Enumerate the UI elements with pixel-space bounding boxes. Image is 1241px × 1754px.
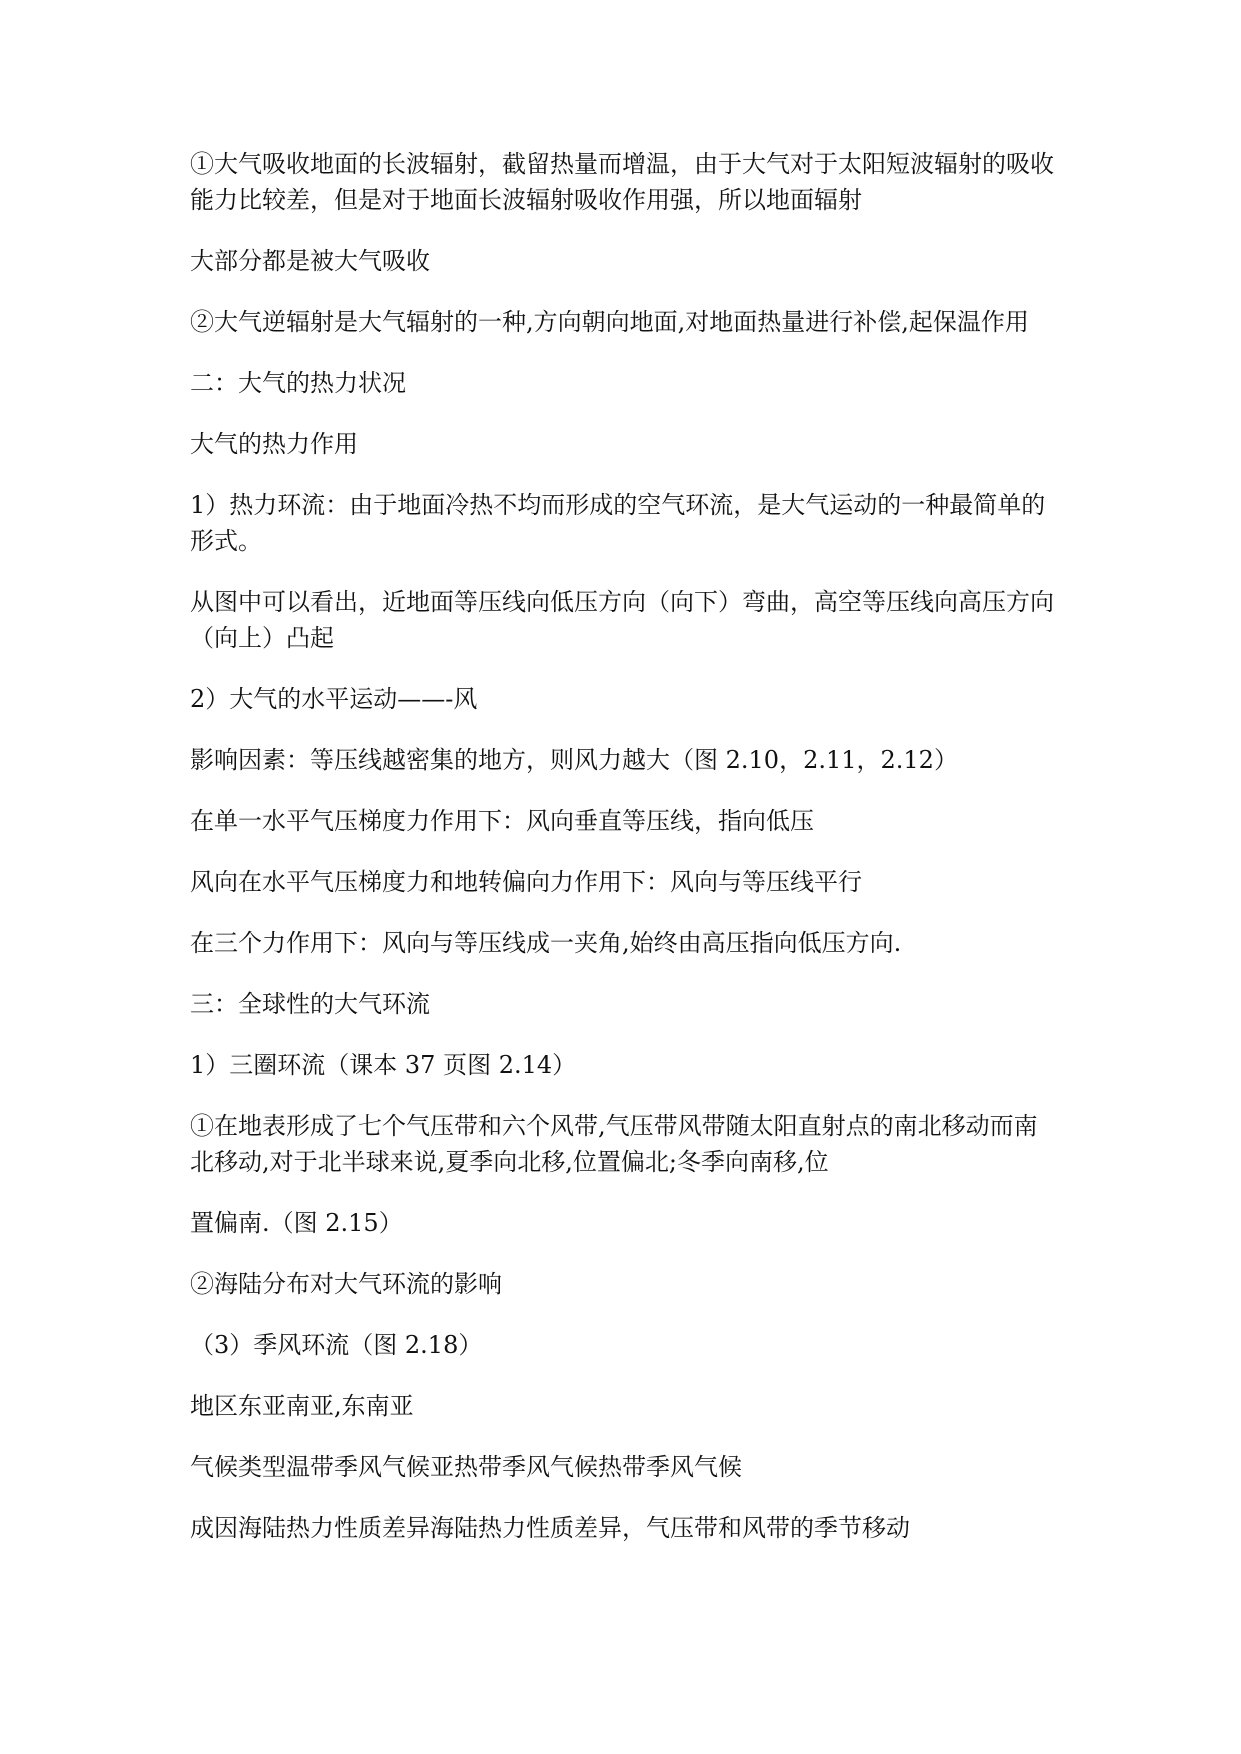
section-heading: 三：全球性的大气环流 bbox=[190, 990, 430, 1018]
section-heading: 二：大气的热力状况 bbox=[190, 369, 406, 397]
subsection-heading: 2）大气的水平运动——-风 bbox=[190, 685, 478, 713]
subsection-heading: （3）季风环流（图 2.18） bbox=[190, 1331, 483, 1359]
subsection-heading: 1）三圈环流（课本 37 页图 2.14） bbox=[190, 1051, 577, 1079]
paragraph: 影响因素：等压线越密集的地方，则风力越大（图 2.10，2.11，2.12） bbox=[190, 746, 958, 774]
paragraph: 风向在水平气压梯度力和地转偏向力作用下：风向与等压线平行 bbox=[190, 868, 862, 896]
paragraph: ②大气逆辐射是大气辐射的一种,方向朝向地面,对地面热量进行补偿,起保温作用 bbox=[190, 308, 1029, 336]
paragraph: 大部分都是被大气吸收 bbox=[190, 247, 430, 275]
paragraph: 1）热力环流：由于地面冷热不均而形成的空气环流，是大气运动的一种最简单的形式。 bbox=[190, 491, 1046, 555]
paragraph: 气候类型温带季风气候亚热带季风气候热带季风气候 bbox=[190, 1453, 742, 1481]
subsection-heading: 大气的热力作用 bbox=[190, 430, 358, 458]
paragraph: 在单一水平气压梯度力作用下：风向垂直等压线，指向低压 bbox=[190, 807, 814, 835]
paragraph: ①大气吸收地面的长波辐射，截留热量而增温，由于大气对于太阳短波辐射的吸收能力比较差，但是对于地面长波辐射吸收作用强，所以地面辐射 bbox=[190, 150, 1054, 214]
paragraph: 成因海陆热力性质差异海陆热力性质差异，气压带和风带的季节移动 bbox=[190, 1514, 910, 1542]
paragraph: 地区东亚南亚,东南亚 bbox=[190, 1392, 414, 1420]
document-body bbox=[190, 146, 1060, 1571]
paragraph: 从图中可以看出，近地面等压线向低压方向（向下）弯曲，高空等压线向高压方向（向上）凸起 bbox=[190, 588, 1054, 652]
paragraph: 在三个力作用下：风向与等压线成一夹角,始终由高压指向低压方向. bbox=[190, 929, 902, 957]
paragraph: 置偏南.（图 2.15） bbox=[190, 1209, 403, 1237]
paragraph: ②海陆分布对大气环流的影响 bbox=[190, 1270, 502, 1298]
paragraph: ①在地表形成了七个气压带和六个风带,气压带风带随太阳直射点的南北移动而南北移动,对于北半球来说,夏季向北移,位置偏北;冬季向南移,位 bbox=[190, 1112, 1038, 1176]
